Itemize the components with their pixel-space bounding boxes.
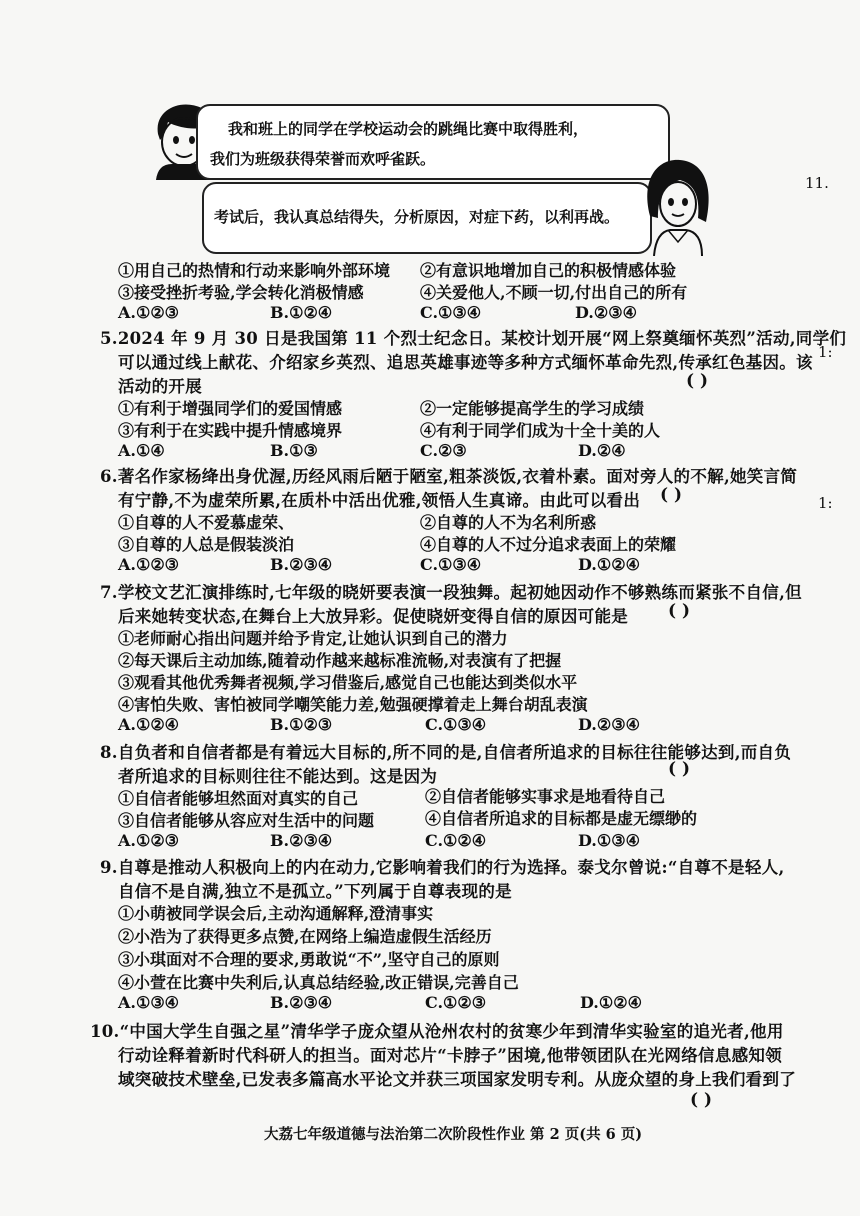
q5-option-3: ③有利于在实践中提升情感境界 bbox=[118, 421, 343, 440]
q6-option-2: ②自尊的人不为名利所惑 bbox=[420, 513, 597, 532]
q9-option-3: ③小琪面对不合理的要求,勇敢说“不”,坚守自己的原则 bbox=[118, 950, 500, 969]
q6-answer-blank: ( ) bbox=[660, 485, 683, 505]
q5-option-4: ④有利于同学们成为十全十美的人 bbox=[420, 421, 661, 440]
margin-mark: 1: bbox=[818, 343, 833, 361]
q6-stem-line-2: 有宁静,不为虚荣所累,在质朴中活出优雅,领悟人生真谛。由此可以看出 bbox=[118, 491, 641, 510]
q5-option-2: ②一定能够提高学生的学习成绩 bbox=[420, 399, 645, 418]
q9-choice-b: B.②③④ bbox=[270, 993, 333, 1012]
q4-choice-d: D.②③④ bbox=[575, 303, 637, 322]
q7-option-1: ①老师耐心指出问题并给予肯定,让她认识到自己的潜力 bbox=[118, 629, 508, 648]
q5-choice-b: B.①③ bbox=[270, 441, 318, 460]
q8-option-2: ②自信者能够实事求是地看待自己 bbox=[425, 787, 666, 806]
q9-choice-a: A.①③④ bbox=[118, 993, 180, 1012]
q9-choice-c: C.①②③ bbox=[425, 993, 487, 1012]
q5-choice-d: D.②④ bbox=[578, 441, 626, 460]
page-footer: 大荔七年级道德与法治第二次阶段性作业 第 2 页(共 6 页) bbox=[264, 1126, 643, 1143]
girl-speech-line: 考试后，我认真总结得失，分析原因，对症下药，以利再战。 bbox=[214, 208, 620, 226]
q8-choice-d: D.①③④ bbox=[578, 831, 640, 850]
q4-choice-b: B.①②④ bbox=[270, 303, 333, 322]
q6-stem-line-1: 6.著名作家杨绛出身优渥,历经风雨后陋于陋室,粗茶淡饭,衣着朴素。面对旁人的不解,她笑言简 bbox=[100, 467, 798, 486]
q6-choice-a: A.①②③ bbox=[118, 555, 180, 574]
q8-option-1: ①自信者能够坦然面对真实的自己 bbox=[118, 789, 359, 808]
q6-option-1: ①自尊的人不爱慕虚荣、 bbox=[118, 513, 295, 532]
q7-option-2: ②每天课后主动加练,随着动作越来越标准流畅,对表演有了把握 bbox=[118, 651, 562, 670]
q10-stem-line-2: 行动诠释着新时代科研人的担当。面对芯片“卡脖子”困境,他带领团队在光网络信息感知领 bbox=[118, 1046, 783, 1065]
q8-answer-blank: ( ) bbox=[668, 759, 691, 779]
q9-option-1: ①小萌被同学误会后,主动沟通解释,澄清事实 bbox=[118, 904, 434, 923]
q8-choice-c: C.①②④ bbox=[425, 831, 487, 850]
q10-stem-line-1: 10.“中国大学生自强之星”清华学子庞众望从沧州农村的贫寒少年到清华实验室的追光者,他用 bbox=[90, 1022, 784, 1041]
q9-stem-line-1: 9.自尊是推动人积极向上的内在动力,它影响着我们的行为选择。泰戈尔曾说:“自尊不是轻人, bbox=[100, 858, 785, 877]
q8-choice-a: A.①②③ bbox=[118, 831, 180, 850]
boy-speech-line-2: 我们为班级获得荣誉而欢呼雀跃。 bbox=[210, 150, 436, 168]
q7-option-4: ④害怕失败、害怕被同学嘲笑能力差,勉强硬撑着走上舞台胡乱表演 bbox=[118, 695, 588, 714]
q5-stem-line-3: 活动的开展 bbox=[118, 377, 202, 396]
q8-choice-b: B.②③④ bbox=[270, 831, 333, 850]
q4-choice-c: C.①③④ bbox=[420, 303, 482, 322]
q6-choice-d: D.①②④ bbox=[578, 555, 640, 574]
boy-speech-line-1: 我和班上的同学在学校运动会的跳绳比赛中取得胜利， bbox=[228, 120, 589, 138]
q7-choice-b: B.①②③ bbox=[270, 715, 333, 734]
q10-stem-line-3: 域突破技术壁垒,已发表多篇高水平论文并获三项国家发明专利。从庞众望的身上我们看到了 bbox=[118, 1070, 797, 1089]
q5-choice-c: C.②③ bbox=[420, 441, 467, 460]
q7-choice-c: C.①③④ bbox=[425, 715, 487, 734]
q7-choice-d: D.②③④ bbox=[578, 715, 640, 734]
q9-option-2: ②小浩为了获得更多点赞,在网络上编造虚假生活经历 bbox=[118, 927, 492, 946]
q5-stem-line-1: 5.2024 年 9 月 30 日是我国第 11 个烈士纪念日。某校计划开展“网上祭奠缅怀英烈”活动,同学们 bbox=[100, 329, 847, 348]
q4-option-3: ③接受挫折考验,学会转化消极情感 bbox=[118, 283, 364, 302]
girl-speech-bubble bbox=[202, 182, 652, 254]
girl-illustration bbox=[640, 156, 716, 256]
q9-stem-line-2: 自信不是自满,独立不是孤立。”下列属于自尊表现的是 bbox=[118, 882, 512, 901]
q9-option-4: ④小萱在比赛中失利后,认真总结经验,改正错误,完善自己 bbox=[118, 973, 519, 992]
q4-option-4: ④关爱他人,不顾一切,付出自己的所有 bbox=[420, 283, 688, 302]
q6-choice-c: C.①③④ bbox=[420, 555, 482, 574]
q7-answer-blank: ( ) bbox=[668, 601, 691, 621]
q9-choice-d: D.①②④ bbox=[580, 993, 642, 1012]
q4-option-1: ①用自己的热情和行动来影响外部环境 bbox=[118, 261, 391, 280]
q5-choice-a: A.①④ bbox=[118, 441, 165, 460]
q4-option-2: ②有意识地增加自己的积极情感体验 bbox=[420, 261, 677, 280]
margin-mark: 1: bbox=[818, 494, 833, 512]
q7-option-3: ③观看其他优秀舞者视频,学习借鉴后,感觉自己也能达到类似水平 bbox=[118, 673, 578, 692]
q6-choice-b: B.②③④ bbox=[270, 555, 333, 574]
q8-option-3: ③自信者能够从容应对生活中的问题 bbox=[118, 811, 375, 830]
q7-stem-line-1: 7.学校文艺汇演排练时,七年级的晓妍要表演一段独舞。起初她因动作不够熟练而紧张不自信,但 bbox=[100, 583, 802, 602]
q6-option-4: ④自尊的人不过分追求表面上的荣耀 bbox=[420, 535, 677, 554]
q5-option-1: ①有利于增强同学们的爱国情感 bbox=[118, 399, 343, 418]
q8-stem-line-1: 8.自负者和自信者都是有着远大目标的,所不同的是,自信者所追求的目标往往能够达到,而自负 bbox=[100, 743, 792, 762]
q5-answer-blank: ( ) bbox=[686, 371, 709, 391]
boy-speech-bubble bbox=[196, 104, 670, 180]
q7-stem-line-2: 后来她转变状态,在舞台上大放异彩。促使晓妍变得自信的原因可能是 bbox=[118, 607, 629, 626]
margin-mark: 11. bbox=[805, 174, 829, 192]
q7-choice-a: A.①②④ bbox=[118, 715, 180, 734]
q10-answer-blank: ( ) bbox=[690, 1090, 713, 1110]
q6-option-3: ③自尊的人总是假装淡泊 bbox=[118, 535, 295, 554]
q8-stem-line-2: 者所追求的目标则往往不能达到。这是因为 bbox=[118, 767, 438, 786]
q8-option-4: ④自信者所追求的目标都是虚无缥缈的 bbox=[425, 809, 698, 828]
q5-stem-line-2: 可以通过线上献花、介绍家乡英烈、追思英雄事迹等多种方式缅怀革命先烈,传承红色基因。该 bbox=[118, 353, 813, 372]
q4-choice-a: A.①②③ bbox=[118, 303, 180, 322]
